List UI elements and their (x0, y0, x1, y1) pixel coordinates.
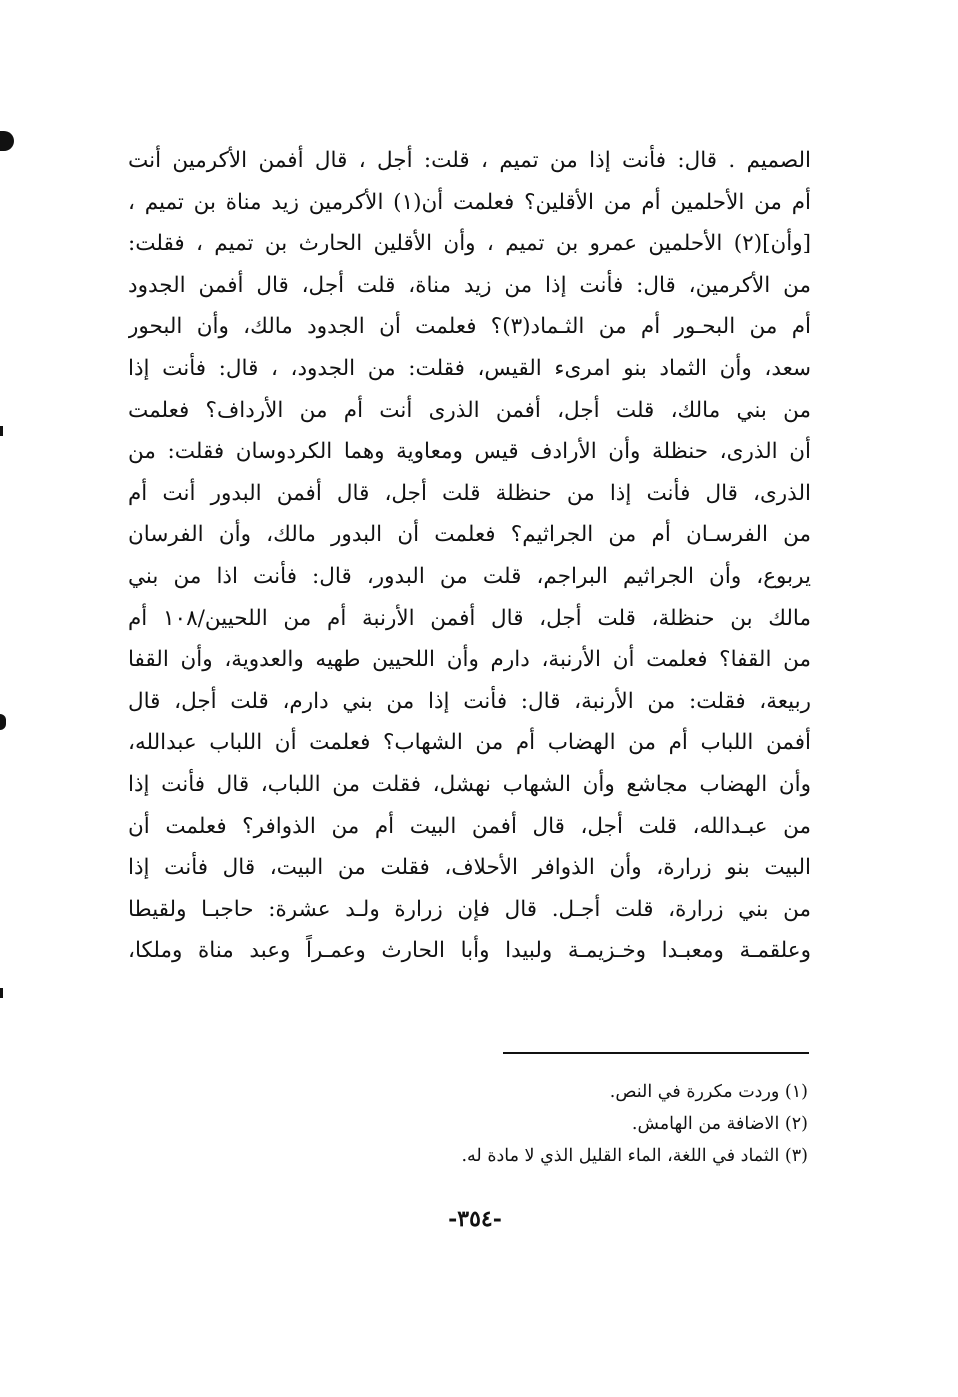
text-line: سعد، وأن الثماد بنو امرىء القيس، فقلت: من الجدود، ، قال: فأنت إذا (128, 355, 811, 381)
text-line: الصميم . قال: فأنت إذا من تميم ، قلت: أجل ، قال أفمن الأكرمين أنت (128, 148, 811, 173)
text-line: يربوع، وأن الجراثيم البراجم، قلت من البدور، قال: فأنت اذا من بني (128, 563, 811, 589)
scan-edge-mark (0, 426, 3, 436)
text-line: من بني مالك، قلت أجل، أفمن الذرى أنت أم من الأرداف؟ فعلمت (128, 397, 811, 423)
text-line: وعلقمـة ومعبـدا وخـزيمـة ولبيدا وأبا الحارث وعمـراً وعبد مناة وملكا، (128, 938, 811, 964)
scan-edge-mark (0, 714, 6, 730)
page-number: -٣٥٤- (448, 1206, 502, 1232)
footnotes (248, 1076, 808, 1172)
text-line: مالك بن حنظلة، قلت أجل، قال أفمن الأرنبة أم من اللحيين/١٠٨ أم (128, 605, 811, 631)
text-line: البيت بنو زرارة، وأن الذوافر الأحلاف، فقلت من البيت، قال فأنت إذا (128, 855, 811, 881)
text-line: [وأن](٢) الأحلمين عمرو بن تميم ، وأن الأقلين الحارث بن تميم ، فقلت: (128, 231, 811, 257)
text-line: من القفا؟ فعلمت أن الأرنبة، دارم وأن اللحيين طهيه والعدوية، وأن القفا (128, 647, 811, 673)
footnote-divider (503, 1052, 809, 1054)
text-line: ربيعة، فقلت: من الأرنبة، قال: فأنت إذا من بني دارم، قلت أجل، قال (128, 688, 811, 714)
text-line: من عبـدالله، قلت أجل، قال أفمن البيت أم من الذوافر؟ فعلمت أن (128, 813, 811, 839)
scan-edge-mark (0, 131, 14, 151)
text-line: من بني زرارة، قلت أجـل. قال فإن زرارة ولـد عشرة: حاجبـا ولقيطا (128, 896, 811, 922)
text-line: من الفرسـان أم من الجراثيم؟ فعلمت أن البدور مالك، وأن الفرسان (128, 522, 811, 548)
footnote: (٣) الثماد في اللغة، الماء القليل الذي لا مادة له. (461, 1146, 808, 1166)
text-line: من الأكرمين، قال: فأنت إذا من زيد مناة، قلت أجل، قال أفمن الجدود (128, 272, 811, 298)
text-line: أن الذرى، حنظلة وأن الأرادف قيس ومعاوية وهما الكردوسان فقلت: من (128, 439, 811, 465)
footnote: (٢) الاضافة من الهامش. (631, 1114, 808, 1134)
text-line: الذرى، قال فأنت إذا من حنظلة قلت أجل، قال أفمن البدور أنت أم (128, 480, 811, 506)
text-line: وأن الهضاب مجاشع وأن الشهاب نهشل، فقلت من اللباب، قال فأنت إذا (128, 771, 811, 797)
text-line: أم من الأحلمين أم من الأقلين؟ فعلمت أن(١) الأكرمين زيد مناة بن تميم ، (128, 189, 811, 215)
footnote: (١) وردت مكررة في النص. (609, 1082, 808, 1102)
body-text (128, 140, 811, 972)
text-line: أم من البحـور أم من الثـماد(٣)؟ فعلمت أن الجدود مالك، وأن البحور (128, 314, 811, 340)
scan-edge-mark (0, 988, 3, 998)
text-line: أفمن اللباب أم من الهضاب أم من الشهاب؟ فعلمت أن اللباب عبدالله، (128, 730, 811, 756)
